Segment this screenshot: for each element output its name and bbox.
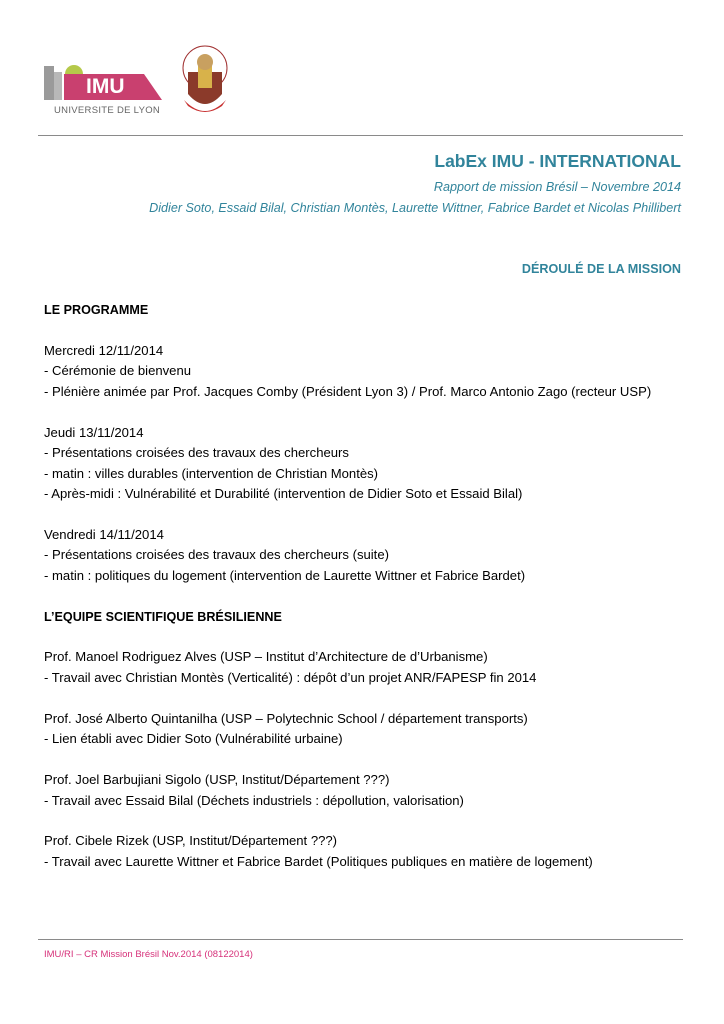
document-authors: Didier Soto, Essaid Bilal, Christian Montès, Laurette Wittner, Fabrice Bardet et Nicolas Phillibert xyxy=(149,201,681,215)
member-work: - Travail avec Essaid Bilal (Déchets industriels : dépollution, valorisation) xyxy=(44,792,464,808)
day-item: - Cérémonie de bienvenu xyxy=(44,363,192,379)
usp-seal-graphic xyxy=(178,42,232,118)
header-divider xyxy=(38,135,683,136)
day-date: Mercredi 12/11/2014 xyxy=(44,342,164,358)
member-name: Prof. José Alberto Quintanilha (USP – Polytechnic School / département transports) xyxy=(44,710,528,726)
day-item: - Plénière animée par Prof. Jacques Comby (Président Lyon 3) / Prof. Marco Antonio Zago (recteur USP) xyxy=(44,383,652,399)
imu-logo xyxy=(44,62,164,120)
section-heading: DÉROULÉ DE LA MISSION xyxy=(521,262,681,276)
member-name: Prof. Cibele Rizek (USP, Institut/Département ???) xyxy=(44,833,338,849)
day-item: - Après-midi : Vulnérabilité et Durabilité (intervention de Didier Soto et Essaid Bilal) xyxy=(44,485,523,501)
day-date: Jeudi 13/11/2014 xyxy=(44,424,144,440)
day-item: - Présentations croisées des travaux des chercheurs (suite) xyxy=(44,547,389,563)
day-item: - matin : politiques du logement (intervention de Laurette Wittner et Fabrice Bardet) xyxy=(44,567,526,583)
day-item: - matin : villes durables (intervention de Christian Montès) xyxy=(44,465,379,481)
imu-logo-text: IMU xyxy=(86,75,125,98)
member-work: - Travail avec Laurette Wittner et Fabrice Bardet (Politiques publiques en matière de logement) xyxy=(44,853,593,869)
usp-logo xyxy=(178,42,232,118)
member-work: - Travail avec Christian Montès (Verticalité) : dépôt d’un projet ANR/FAPESP fin 2014 xyxy=(44,669,537,685)
document-body xyxy=(44,300,651,872)
equipe-heading: L’EQUIPE SCIENTIFIQUE BRÉSILIENNE xyxy=(44,609,282,624)
member-name: Prof. Joel Barbujiani Sigolo (USP, Institut/Département ???) xyxy=(44,772,390,788)
day-date: Vendredi 14/11/2014 xyxy=(44,526,164,542)
day-item: - Présentations croisées des travaux des chercheurs xyxy=(44,445,349,461)
footer-text: IMU/RI – CR Mission Brésil Nov.2014 (08122014) xyxy=(44,949,253,960)
document-title: LabEx IMU - INTERNATIONAL xyxy=(434,151,681,171)
member-name: Prof. Manoel Rodriguez Alves (USP – Institut d’Architecture de d’Urbanisme) xyxy=(44,649,488,665)
programme-heading: LE PROGRAMME xyxy=(44,303,149,317)
document-subtitle: Rapport de mission Brésil – Novembre 2014 xyxy=(433,180,681,194)
member-work: - Lien établi avec Didier Soto (Vulnérabilité urbaine) xyxy=(44,731,343,747)
footer-divider xyxy=(38,939,683,940)
imu-logo-subtitle: UNIVERSITE DE LYON xyxy=(54,105,161,116)
